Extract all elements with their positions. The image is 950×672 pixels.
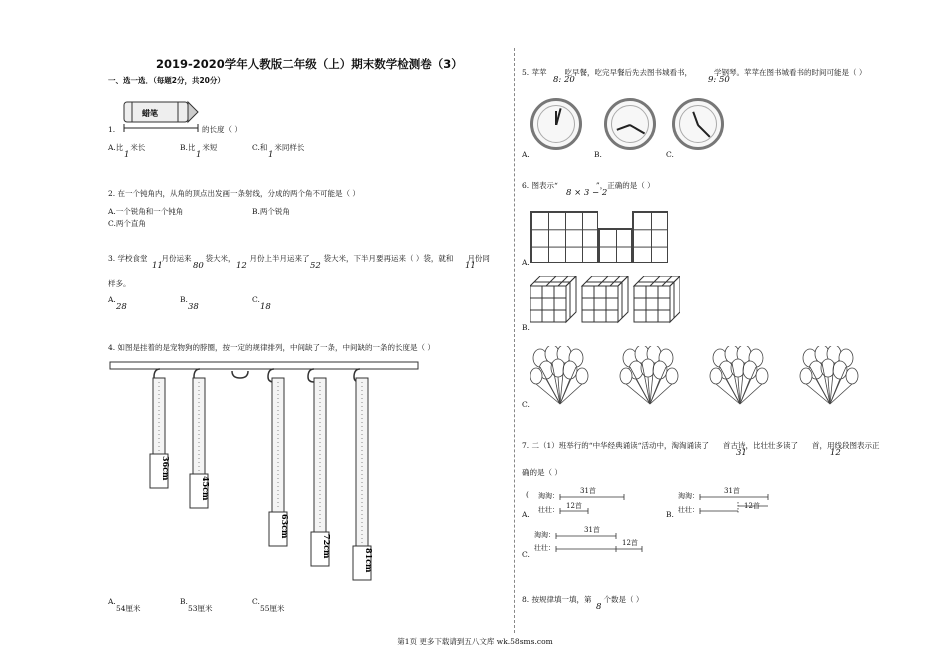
clock-a	[530, 98, 582, 150]
segment-diagram-a	[558, 492, 638, 516]
q7-line2: 确的是（ ）	[522, 468, 562, 477]
q3-option-b[interactable]: B.	[180, 295, 188, 304]
q4-option-c[interactable]: C.	[252, 597, 260, 606]
q5-option-b[interactable]: B.	[594, 150, 602, 159]
q4-stem: 4. 如图是挂着的是宠物狗的脖圈，按一定的规律排列，中间缺了一条，中间缺的一条的长度是（ ）	[108, 343, 435, 352]
q3-num-2: 80	[193, 261, 204, 271]
collar-label-2: 45cm	[201, 476, 211, 501]
q5-stem: 5. 苹苹 吃早餐，吃完早餐后先去图书城看书， 学钢琴。苹苹在图书城看书的时间可能是（ ）	[522, 68, 867, 77]
q7-num-2: 12	[830, 448, 841, 458]
q7-option-c[interactable]: C.	[522, 550, 530, 559]
segment-diagram-b	[698, 492, 778, 516]
dog-collar-figure	[108, 356, 420, 584]
q2-option-b[interactable]: B.两个锐角	[252, 207, 290, 216]
q2-stem: 2. 在一个钝角内，从角的顶点出发画一条射线，分成的两个角不可能是（ ）	[108, 189, 360, 198]
q6-stem: 6. 图表示“ ”，正确的是（ ）	[522, 181, 655, 190]
segment-a-bracket: (	[526, 490, 529, 499]
grid-block-3	[632, 211, 668, 263]
q3-line2: 样多。	[108, 279, 131, 288]
segment-b-zhuangzhuang: 壮壮：	[678, 506, 699, 514]
q3-option-a-num: 28	[116, 302, 127, 312]
cube-figure	[530, 276, 680, 326]
q6-option-a[interactable]: A.	[522, 258, 530, 267]
segment-b-31: 31首	[724, 487, 740, 495]
q8-num: 8	[596, 602, 602, 612]
q3-option-a[interactable]: A.	[108, 295, 116, 304]
q3-option-c-num: 18	[260, 302, 271, 312]
q8-stem: 8. 按规律填一填，第 个数是（ ）	[522, 595, 644, 604]
segment-c-zhuangzhuang: 壮壮：	[534, 544, 555, 552]
segment-a-12: 12首	[566, 502, 582, 510]
balloon-figure	[530, 346, 870, 408]
q1-number: 1.	[108, 125, 116, 134]
q3-num-5: 11	[465, 261, 476, 271]
q4-option-b-val: 53厘米	[188, 604, 213, 613]
q2-option-c[interactable]: C.两个直角	[108, 219, 146, 228]
q6-expression: 8 × 3 − 2	[566, 188, 608, 198]
q3-option-b-num: 38	[188, 302, 199, 312]
segment-diagram-c	[554, 531, 654, 555]
q2-option-a[interactable]: A.一个锐角和一个钝角	[108, 207, 184, 216]
collar-label-1: 36cm	[161, 456, 171, 481]
grid-block-2	[598, 228, 632, 263]
q1-option-c[interactable]: C.和 米同样长	[252, 143, 305, 152]
q1-option-b[interactable]: B.比 米短	[180, 143, 218, 152]
segment-a-zhuangzhuang: 壮壮：	[538, 506, 559, 514]
crayon-figure	[118, 96, 200, 132]
q4-option-b[interactable]: B.	[180, 597, 188, 606]
q5-time-1: 8: 20	[553, 75, 575, 85]
segment-c-12: 12首	[622, 539, 638, 547]
q3-stem: 3. 学校食堂 月份运来 袋大米， 月份上半月运来了 袋大米，下半月要再运来（ ）袋，就和 月份同	[108, 254, 490, 263]
q6-option-c[interactable]: C.	[522, 400, 530, 409]
segment-a-31: 31首	[580, 487, 596, 495]
q1-option-b-num: 1	[196, 150, 202, 160]
section-heading: 一、选一选．（每题2分，共20分）	[108, 76, 225, 85]
q3-option-c[interactable]: C.	[252, 295, 260, 304]
q1-option-c-num: 1	[268, 150, 274, 160]
q1-stem: 的长度（ ）	[202, 125, 242, 134]
page-footer: 第1页 更多下载请到五八文库 wk.58sms.com	[397, 637, 553, 646]
q5-option-c[interactable]: C.	[666, 150, 674, 159]
q6-option-b[interactable]: B.	[522, 323, 530, 332]
q7-option-a[interactable]: A.	[522, 510, 530, 519]
column-divider	[514, 48, 515, 633]
segment-a-taotao: 淘淘：	[538, 492, 559, 500]
clock-c	[672, 98, 724, 150]
grid-block-1	[530, 211, 598, 263]
segment-c-31: 31首	[584, 526, 600, 534]
q7-num-1: 31	[736, 448, 747, 458]
collar-label-5: 81cm	[364, 548, 374, 573]
q7-option-b[interactable]: B.	[666, 510, 674, 519]
q5-option-a[interactable]: A.	[522, 150, 530, 159]
segment-c-taotao: 淘淘：	[534, 531, 555, 539]
q5-time-2: 9: 50	[708, 75, 730, 85]
q3-num-4: 52	[310, 261, 321, 271]
collar-label-4: 72cm	[322, 534, 332, 559]
page-title: 2019-2020学年人教版二年级（上）期末数学检测卷（3）	[156, 57, 463, 71]
q4-option-c-val: 55厘米	[260, 604, 285, 613]
collar-label-3: 63cm	[280, 514, 290, 539]
q4-option-a[interactable]: A.	[108, 597, 116, 606]
clock-b	[604, 98, 656, 150]
q1-option-a-num: 1	[124, 150, 130, 160]
segment-b-12: 12首	[744, 502, 760, 510]
segment-b-taotao: 淘淘：	[678, 492, 699, 500]
q7-stem: 7. 二（1）班举行的“中华经典诵读“活动中，淘淘诵读了 首古诗，比壮壮多读了 首，用线段图表示正	[522, 441, 880, 450]
q1-option-a[interactable]: A.比 米长	[108, 143, 146, 152]
crayon-label: 蜡笔	[142, 109, 158, 118]
q3-num-1: 11	[152, 261, 163, 271]
q3-num-3: 12	[236, 261, 247, 271]
q4-option-a-val: 54厘米	[116, 604, 141, 613]
